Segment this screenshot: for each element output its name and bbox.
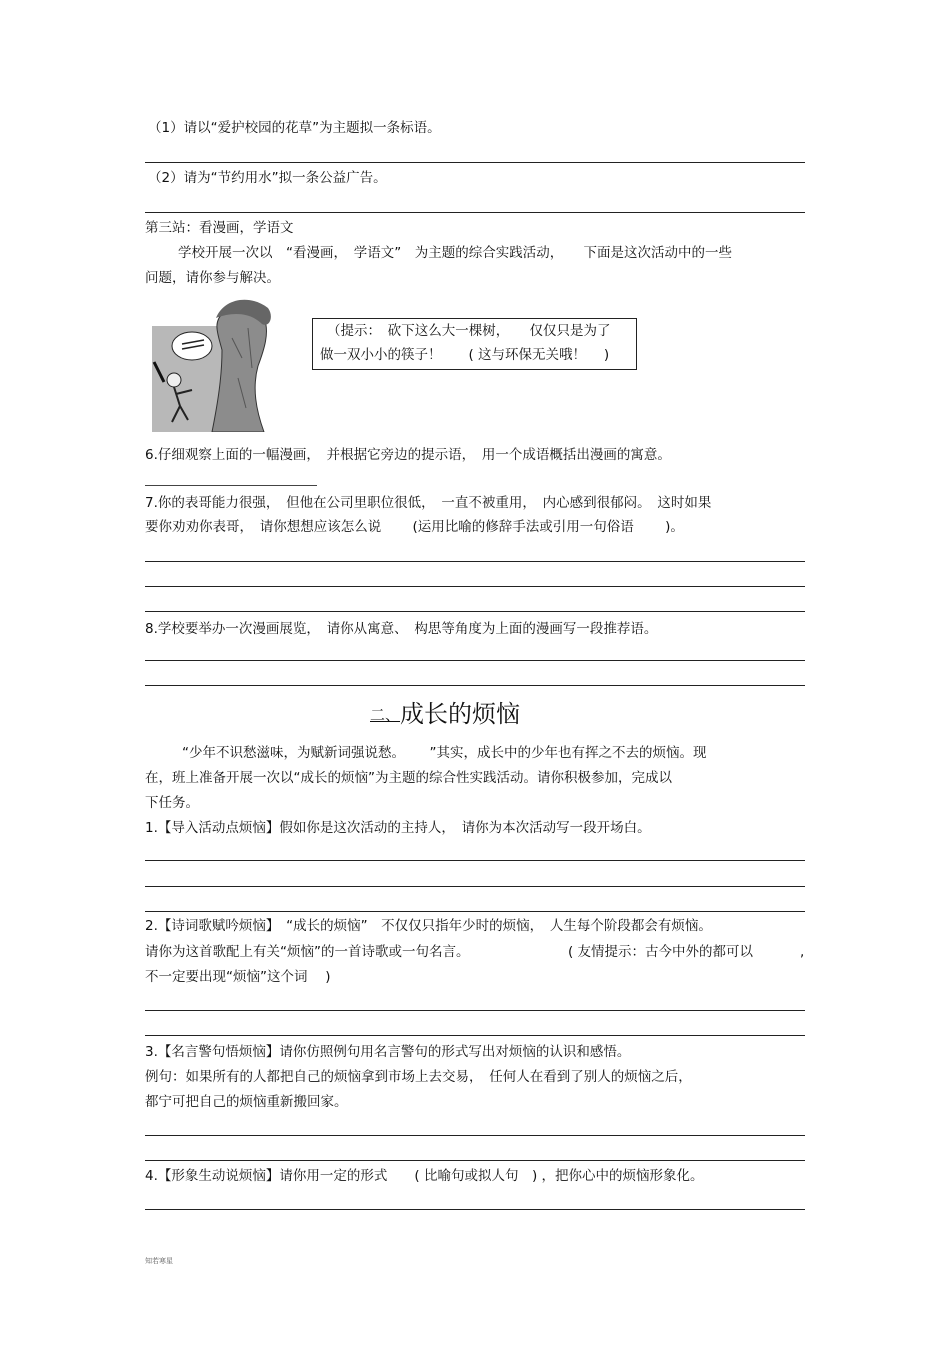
part-intro-end: 下任务。 [145, 795, 199, 811]
answer-line [145, 886, 805, 887]
answer-line [145, 685, 805, 686]
answer-line [145, 561, 805, 562]
question-7-cont: 要你劝劝你表哥， 请你想想应该怎么说 (运用比喻的修辞手法或引用一句俗语 )。 [145, 519, 684, 535]
question-1-slogan: （1）请以“爱护校园的花草”为主题拟一条标语。 [148, 120, 441, 136]
task-3-example: 例句：如果所有的人都把自己的烦恼拿到市场上去交易， 任何人在看到了别人的烦恼之后， [145, 1069, 692, 1085]
cartoon-hint-box [312, 318, 637, 370]
answer-line-short [145, 485, 317, 486]
station-3-intro: 学校开展一次以 “看漫画， 学语文” 为主题的综合实践活动， 下面是这次活动中的一些 [178, 245, 732, 261]
part-title [370, 702, 520, 726]
hint-text: （提示： 砍下这么大一棵树， 仅仅只是为了 [327, 323, 611, 339]
task-2-cont: 请你为这首歌配上有关“烦恼”的一首诗歌或一句名言。 [145, 944, 470, 960]
answer-line [145, 586, 805, 587]
answer-line [145, 1160, 805, 1161]
task-4: 4.【形象生动说烦恼】请你用一定的形式 ( 比喻句或拟人句 ) ，把你心中的烦恼形象化。 [145, 1168, 704, 1184]
task-2-tip-comma: , [800, 944, 805, 960]
answer-line [145, 1135, 805, 1136]
question-7: 7.你的表哥能力很强， 但他在公司里职位很低， 一直不被重用， 内心感到很郁闷。 这时如果 [145, 495, 712, 511]
task-3-example-cont: 都宁可把自己的烦恼重新搬回家。 [145, 1094, 348, 1110]
answer-line [145, 660, 805, 661]
part-title-text: 成长的烦恼 [400, 700, 521, 728]
task-1: 1.【导入活动点烦恼】假如你是这次活动的主持人， 请你为本次活动写一段开场白。 [145, 820, 651, 836]
part-number: 二、 [370, 706, 401, 724]
station-3-heading: 第三站：看漫画，学语文 [145, 220, 294, 236]
answer-line [145, 860, 805, 861]
part-intro-cont: 在，班上准备开展一次以“成长的烦恼”为主题的综合性实践活动。请你积极参加，完成以 [145, 770, 672, 786]
footer-watermark: 知若寒星 [145, 1257, 173, 1265]
task-2: 2.【诗词歌赋吟烦恼】 “成长的烦恼” 不仅仅只指年少时的烦恼， 人生每个阶段都会有烦恼。 [145, 918, 712, 934]
answer-line [145, 1209, 805, 1210]
task-2-tip-cont: 不一定要出现“烦恼”这个词 ) [145, 969, 331, 985]
cartoon-tree-image [152, 298, 274, 432]
question-6: 6.仔细观察上面的一幅漫画， 并根据它旁边的提示语， 用一个成语概括出漫画的寓意。 [145, 447, 671, 463]
answer-line [145, 1010, 805, 1011]
question-2-ad: （2）请为“节约用水”拟一条公益广告。 [148, 170, 387, 186]
answer-line [145, 911, 805, 912]
answer-line [145, 212, 805, 213]
hint-text-cont: 做一双小小的筷子！ ( 这与环保无关哦！ ) [320, 347, 610, 363]
answer-line [145, 611, 805, 612]
answer-line [145, 1035, 805, 1036]
task-3: 3.【名言警句悟烦恼】请你仿照例句用名言警句的形式写出对烦恼的认识和感悟。 [145, 1044, 631, 1060]
station-3-intro-cont: 问题，请你参与解决。 [145, 270, 280, 286]
part-intro: “少年不识愁滋味，为赋新词强说愁。 ”其实，成长中的少年也有挥之不去的烦恼。现 [182, 745, 707, 761]
task-2-tip: ( 友情提示：古今中外的都可以 [568, 944, 754, 960]
question-8: 8.学校要举办一次漫画展览， 请你从寓意、 构思等角度为上面的漫画写一段推荐语。 [145, 621, 658, 637]
answer-line [145, 162, 805, 163]
